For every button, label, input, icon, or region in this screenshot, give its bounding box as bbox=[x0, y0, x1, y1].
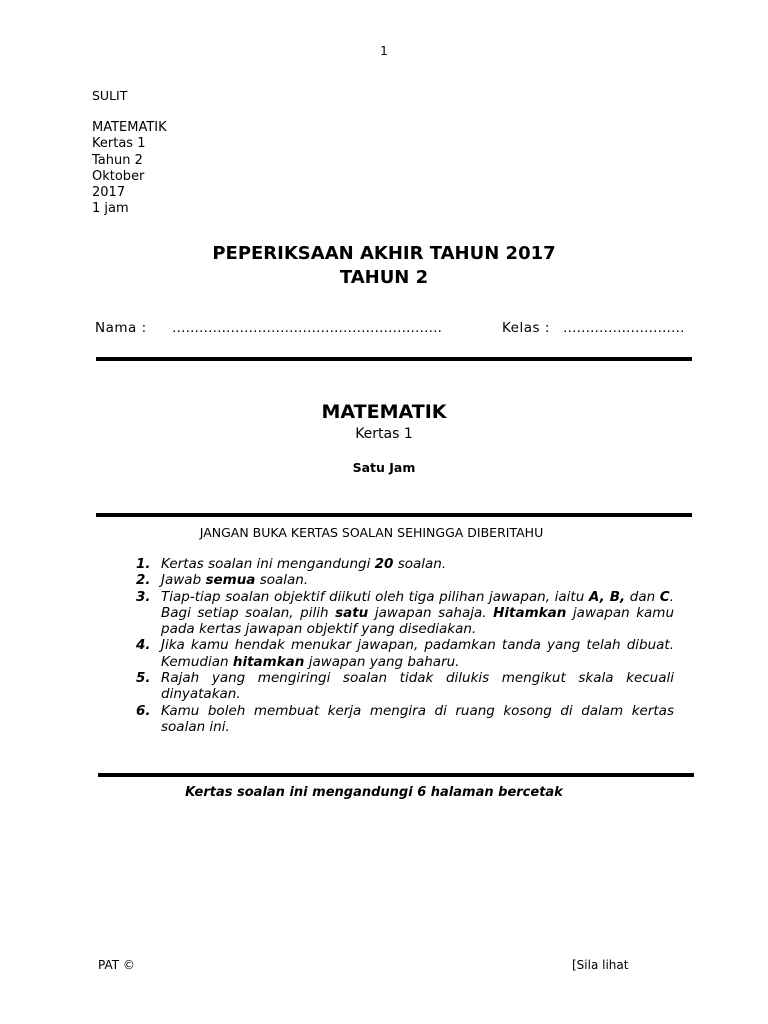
instruction-item bbox=[136, 637, 674, 670]
instruction-text: Kertas soalan ini mengandungi 20 soalan. bbox=[161, 556, 447, 572]
pages-note: Kertas soalan ini mengandungi 6 halaman bercetak bbox=[185, 785, 563, 800]
footer-right: [Sila lihat bbox=[572, 958, 629, 972]
divider-top bbox=[96, 357, 692, 361]
instruction-item bbox=[136, 670, 674, 703]
meta-paper: Kertas 1 bbox=[92, 136, 146, 152]
footer-left: PAT © bbox=[98, 958, 135, 972]
instruction-number: 1. bbox=[136, 556, 151, 572]
instruction-number: 3. bbox=[136, 588, 151, 605]
class-field[interactable]: ……………………… bbox=[563, 320, 685, 336]
instruction-text: Tiap-tiap soalan objektif diikuti oleh tiga pilihan jawapan, iaitu A, B, dan C. Bagi setiap soalan, pilih satu jawapan sahaja. Hitamkan jawapan kamu pada kertas jawapan objektif yang disediakan. bbox=[161, 588, 675, 638]
instruction-item bbox=[136, 703, 674, 736]
subject-title: MATEMATIK bbox=[321, 401, 447, 423]
instruction-text: Kamu boleh membuat kerja mengira di ruang kosong di dalam kertas soalan ini. bbox=[161, 702, 674, 735]
instruction-text: Jika kamu hendak menukar jawapan, padamkan tanda yang telah dibuat. Kemudian hitamkan jawapan yang baharu. bbox=[161, 637, 674, 670]
subject-paper: Kertas 1 bbox=[355, 426, 413, 442]
exam-meta-block bbox=[92, 120, 167, 218]
class-label: Kelas : bbox=[502, 320, 550, 336]
instruction-number: 5. bbox=[136, 670, 151, 687]
meta-duration: 1 jam bbox=[92, 201, 129, 217]
name-field[interactable]: …………………………………………………… bbox=[172, 320, 442, 336]
instruction-item bbox=[136, 556, 674, 572]
instruction-number: 6. bbox=[136, 702, 151, 719]
warning-notice: JANGAN BUKA KERTAS SOALAN SEHINGGA DIBERITAHU bbox=[199, 525, 544, 540]
name-label: Nama : bbox=[95, 320, 147, 336]
instruction-item bbox=[136, 589, 674, 638]
exam-title: PEPERIKSAAN AKHIR TAHUN 2017 bbox=[212, 243, 556, 264]
instruction-item bbox=[136, 572, 674, 588]
instructions-list bbox=[136, 556, 674, 735]
instruction-text: Rajah yang mengiringi soalan tidak dilukis mengikut skala kecuali dinyatakan. bbox=[161, 670, 674, 703]
divider-bottom bbox=[98, 773, 694, 777]
page-number: 1 bbox=[380, 44, 388, 58]
classification-label: SULIT bbox=[92, 88, 128, 103]
exam-year-level: TAHUN 2 bbox=[339, 267, 429, 288]
instruction-number: 2. bbox=[136, 572, 151, 589]
meta-month: Oktober bbox=[92, 168, 145, 184]
meta-year-number: 2017 bbox=[92, 185, 126, 201]
divider-middle bbox=[96, 513, 692, 517]
meta-year: Tahun 2 bbox=[92, 152, 143, 168]
meta-subject: MATEMATIK bbox=[92, 120, 167, 135]
instruction-text: Jawab semua soalan. bbox=[161, 572, 309, 589]
subject-duration: Satu Jam bbox=[352, 460, 416, 475]
instruction-number: 4. bbox=[136, 637, 151, 654]
